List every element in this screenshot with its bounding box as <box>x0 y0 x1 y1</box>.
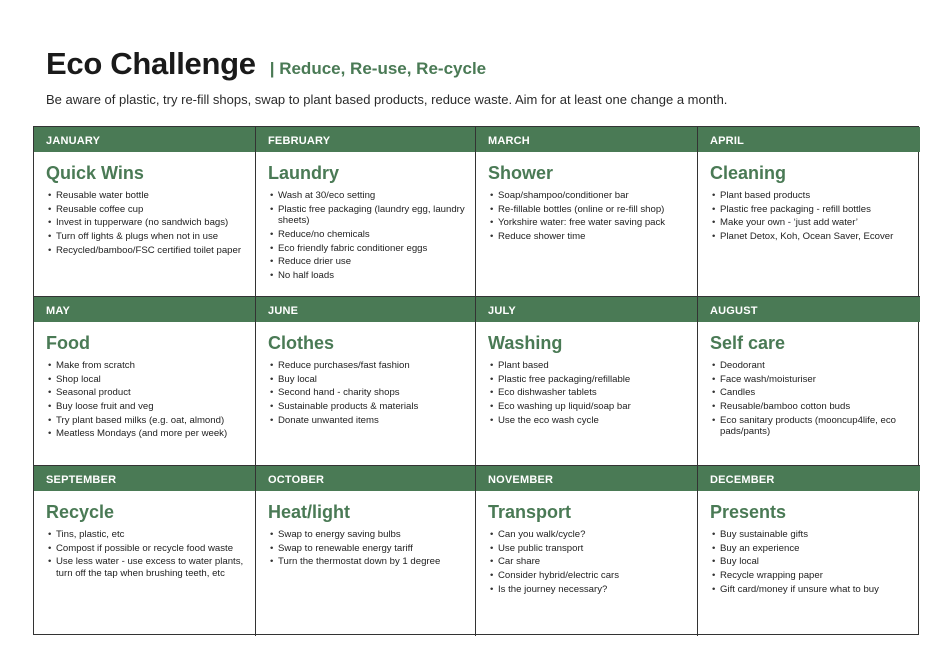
month-theme: Shower <box>488 163 554 183</box>
tip-item: • Face wash/moisturiser <box>712 374 912 386</box>
tip-item: • Make from scratch <box>48 360 247 372</box>
tip-item: • Use the eco wash cycle <box>490 415 689 427</box>
tip-item: • Turn the thermostat down by 1 degree <box>270 556 467 568</box>
month-card-september <box>34 466 256 636</box>
tip-item: • Use less water - use excess to water plants, turn off the tap when brushing teeth, etc <box>48 556 247 579</box>
tips-list <box>34 184 255 256</box>
tip-item: • Recycled/bamboo/FSC certified toilet paper <box>48 245 247 257</box>
tip-item: • Eco dishwasher tablets <box>490 387 689 399</box>
tip-item: • Plant based products <box>712 190 912 202</box>
tip-item: • No half loads <box>270 270 467 282</box>
tip-item: • Meatless Mondays (and more per week) <box>48 428 247 440</box>
month-theme: Laundry <box>268 163 340 183</box>
month-card-july <box>476 297 698 466</box>
month-card-february <box>256 127 476 297</box>
tip-item: • Reusable/bamboo cotton buds <box>712 401 912 413</box>
month-theme: Quick Wins <box>46 163 144 183</box>
page-subtitle: | Reduce, Re-use, Re-cycle <box>269 59 487 78</box>
tip-item: • Car share <box>490 556 689 568</box>
month-card-january <box>34 127 256 297</box>
month-card-august <box>698 297 920 466</box>
month-label: JUNE <box>256 297 475 322</box>
month-label: OCTOBER <box>256 466 475 491</box>
tip-item: • Plastic free packaging/refillable <box>490 374 689 386</box>
tip-item: • Consider hybrid/electric cars <box>490 570 689 582</box>
tips-list <box>34 523 255 579</box>
tips-list <box>476 523 697 595</box>
month-label: MARCH <box>476 127 697 152</box>
calendar-grid <box>33 126 919 635</box>
tip-item: • Buy local <box>270 374 467 386</box>
tip-item: • Reduce shower time <box>490 231 689 243</box>
tips-list <box>476 354 697 426</box>
tip-item: • Reusable coffee cup <box>48 204 247 216</box>
tip-item: • Re-fillable bottles (online or re-fill shop) <box>490 204 689 216</box>
tip-item: • Tins, plastic, etc <box>48 529 247 541</box>
tip-item: • Planet Detox, Koh, Ocean Saver, Ecover <box>712 231 912 243</box>
tip-item: • Gift card/money if unsure what to buy <box>712 584 912 596</box>
month-label: JULY <box>476 297 697 322</box>
month-theme: Recycle <box>46 502 115 522</box>
tip-item: • Invest in tupperware (no sandwich bags) <box>48 217 247 229</box>
tips-list <box>34 354 255 440</box>
tips-list <box>698 354 920 438</box>
tip-item: • Compost if possible or recycle food waste <box>48 543 247 555</box>
tip-item: • Turn off lights & plugs when not in use <box>48 231 247 243</box>
tip-item: • Eco sanitary products (mooncup4life, eco pads/pants) <box>712 415 912 438</box>
tip-item: • Second hand - charity shops <box>270 387 467 399</box>
month-card-november <box>476 466 698 636</box>
tip-item: • Buy loose fruit and veg <box>48 401 247 413</box>
tips-list <box>698 184 920 243</box>
tips-list <box>256 184 475 281</box>
tip-item: • Eco washing up liquid/soap bar <box>490 401 689 413</box>
tip-item: • Shop local <box>48 374 247 386</box>
tip-item: • Reduce drier use <box>270 256 467 268</box>
month-label: JANUARY <box>34 127 255 152</box>
month-card-may <box>34 297 256 466</box>
tip-item: • Is the journey necessary? <box>490 584 689 596</box>
month-theme: Self care <box>710 333 786 353</box>
tip-item: • Buy an experience <box>712 543 912 555</box>
month-theme: Cleaning <box>710 163 787 183</box>
month-label: SEPTEMBER <box>34 466 255 491</box>
tip-item: • Reduce purchases/fast fashion <box>270 360 467 372</box>
month-card-december <box>698 466 920 636</box>
month-card-june <box>256 297 476 466</box>
month-theme: Heat/light <box>268 502 351 522</box>
month-card-march <box>476 127 698 297</box>
tip-item: • Try plant based milks (e.g. oat, almond) <box>48 415 247 427</box>
tip-item: • Use public transport <box>490 543 689 555</box>
tip-item: • Can you walk/cycle? <box>490 529 689 541</box>
tip-item: • Swap to energy saving bulbs <box>270 529 467 541</box>
tip-item: • Wash at 30/eco setting <box>270 190 467 202</box>
month-theme: Presents <box>710 502 787 522</box>
tip-item: • Eco friendly fabric conditioner eggs <box>270 243 467 255</box>
tip-item: • Recycle wrapping paper <box>712 570 912 582</box>
tips-list <box>256 354 475 426</box>
tip-item: • Plant based <box>490 360 689 372</box>
month-label: APRIL <box>698 127 920 152</box>
tip-item: • Sustainable products & materials <box>270 401 467 413</box>
tip-item: • Seasonal product <box>48 387 247 399</box>
month-label: DECEMBER <box>698 466 920 491</box>
page-header <box>46 46 916 107</box>
month-theme: Food <box>46 333 90 353</box>
month-label: AUGUST <box>698 297 920 322</box>
tip-item: • Reusable water bottle <box>48 190 247 202</box>
tip-item: • Buy local <box>712 556 912 568</box>
tip-item: • Reduce/no chemicals <box>270 229 467 241</box>
intro-text: Be aware of plastic, try re-fill shops, swap to plant based products, reduce waste. Aim for at least one change a month. <box>46 92 728 107</box>
month-theme: Washing <box>488 333 563 353</box>
month-label: MAY <box>34 297 255 322</box>
tip-item: • Plastic free packaging - refill bottles <box>712 204 912 216</box>
tip-item: • Buy sustainable gifts <box>712 529 912 541</box>
month-theme: Transport <box>488 502 572 522</box>
month-label: FEBRUARY <box>256 127 475 152</box>
tip-item: • Swap to renewable energy tariff <box>270 543 467 555</box>
tips-list <box>256 523 475 568</box>
month-card-october <box>256 466 476 636</box>
tip-item: • Donate unwanted items <box>270 415 467 427</box>
month-label: NOVEMBER <box>476 466 697 491</box>
tip-item: • Deodorant <box>712 360 912 372</box>
tip-item: • Yorkshire water: free water saving pack <box>490 217 689 229</box>
tips-list <box>476 184 697 243</box>
month-card-april <box>698 127 920 297</box>
page-title: Eco Challenge <box>46 46 256 81</box>
month-theme: Clothes <box>268 333 335 353</box>
tip-item: • Soap/shampoo/conditioner bar <box>490 190 689 202</box>
tip-item: • Make your own - ‘just add water’ <box>712 217 912 229</box>
tip-item: • Plastic free packaging (laundry egg, laundry sheets) <box>270 204 467 227</box>
tip-item: • Candles <box>712 387 912 399</box>
title-row <box>46 46 916 82</box>
tips-list <box>698 523 920 595</box>
